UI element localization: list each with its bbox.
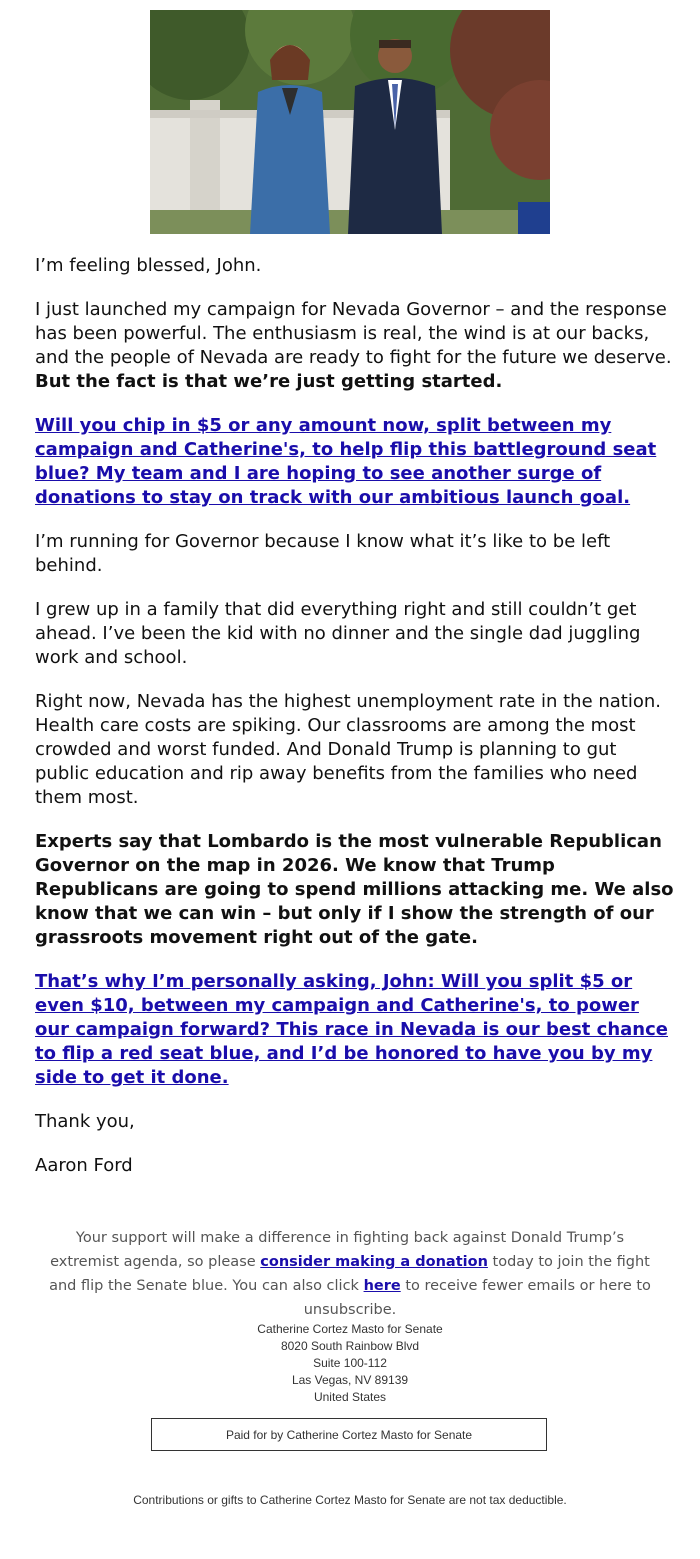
hero-photo-illustration bbox=[150, 10, 550, 234]
paragraph-grew-up: I grew up in a family that did everything right and still couldn’t get ahead. I’ve been the kid with no dinner and the single dad juggling work and school. bbox=[35, 599, 641, 668]
footer-donate-link[interactable]: consider making a donation bbox=[260, 1254, 488, 1270]
paragraph-experts-bold: Experts say that Lombardo is the most vulnerable Republican Governor on the map in 2026. We know that Trump Republicans are going to spend millions attacking me. We also know that we can win – but only if I show the strength of our grassroots movement right out of the gate. bbox=[35, 831, 674, 948]
footer-note-part1: Your support will make a difference in fighting back against Donald Trump’s extremist agenda, so please bbox=[50, 1230, 625, 1270]
signature: Aaron Ford bbox=[35, 1155, 133, 1176]
paragraph-launch bbox=[35, 298, 675, 394]
signoff: Thank you, bbox=[35, 1111, 135, 1132]
fewer-emails-link[interactable]: here bbox=[363, 1278, 401, 1294]
paragraph-donate-ask-1 bbox=[35, 414, 675, 510]
paragraph-launch-text: I just launched my campaign for Nevada Governor – and the response has been powerful. The enthusiasm is real, the wind is at our backs, and the people of Nevada are ready to fight for the future we deserve. bbox=[35, 299, 672, 368]
donate-link-1[interactable]: Will you chip in $5 or any amount now, split between my campaign and Catherine's, to help flip this battleground seat blue? My team and I are hoping to see another surge of donations to stay on track with our ambitious launch goal. bbox=[35, 415, 657, 508]
hero-photo bbox=[150, 10, 550, 234]
paid-for-disclaimer-box bbox=[151, 1418, 547, 1451]
address-line: United States bbox=[313, 1390, 387, 1404]
tax-disclaimer: Contributions or gifts to Catherine Cortez Masto for Senate are not tax deductible. bbox=[133, 1493, 567, 1507]
footer-note-part3: to receive fewer emails or here to unsubscribe. bbox=[303, 1278, 651, 1318]
address-line: 8020 South Rainbow Blvd bbox=[280, 1339, 420, 1353]
paragraph-launch-bold: But the fact is that we’re just getting started. bbox=[35, 371, 503, 392]
paragraph-nevada-issues: Right now, Nevada has the highest unemployment rate in the nation. Health care costs are spiking. Our classrooms are among the most crowded and worst funded. And Donald Trump is planning to gut public education and rip away benefits from the families who need them most. bbox=[35, 691, 662, 808]
footer-note-part2: today to join the fight and flip the Senate blue. You can also click bbox=[49, 1254, 650, 1294]
address-line: Suite 100-112 bbox=[313, 1356, 387, 1370]
paid-for-text: Paid for by Catherine Cortez Masto for Senate bbox=[225, 1427, 473, 1442]
donate-link-2[interactable]: That’s why I’m personally asking, John: Will you split $5 or even $10, between my campaign and Catherine's, to power our campaign forward? This race in Nevada is our best chance to flip a red seat blue, and I’d be honored to have you by my side to get it done. bbox=[35, 971, 668, 1088]
footer-note bbox=[40, 1226, 660, 1322]
address-line: Las Vegas, NV 89139 bbox=[291, 1373, 409, 1387]
address-line: Catherine Cortez Masto for Senate bbox=[257, 1322, 443, 1336]
greeting: I’m feeling blessed, John. bbox=[35, 255, 262, 276]
paragraph-donate-ask-2 bbox=[35, 970, 675, 1090]
paragraph-experts bbox=[35, 830, 675, 950]
mailing-address bbox=[200, 1321, 500, 1406]
email-body bbox=[35, 254, 675, 1198]
paragraph-running: I’m running for Governor because I know what it’s like to be left behind. bbox=[35, 531, 611, 576]
